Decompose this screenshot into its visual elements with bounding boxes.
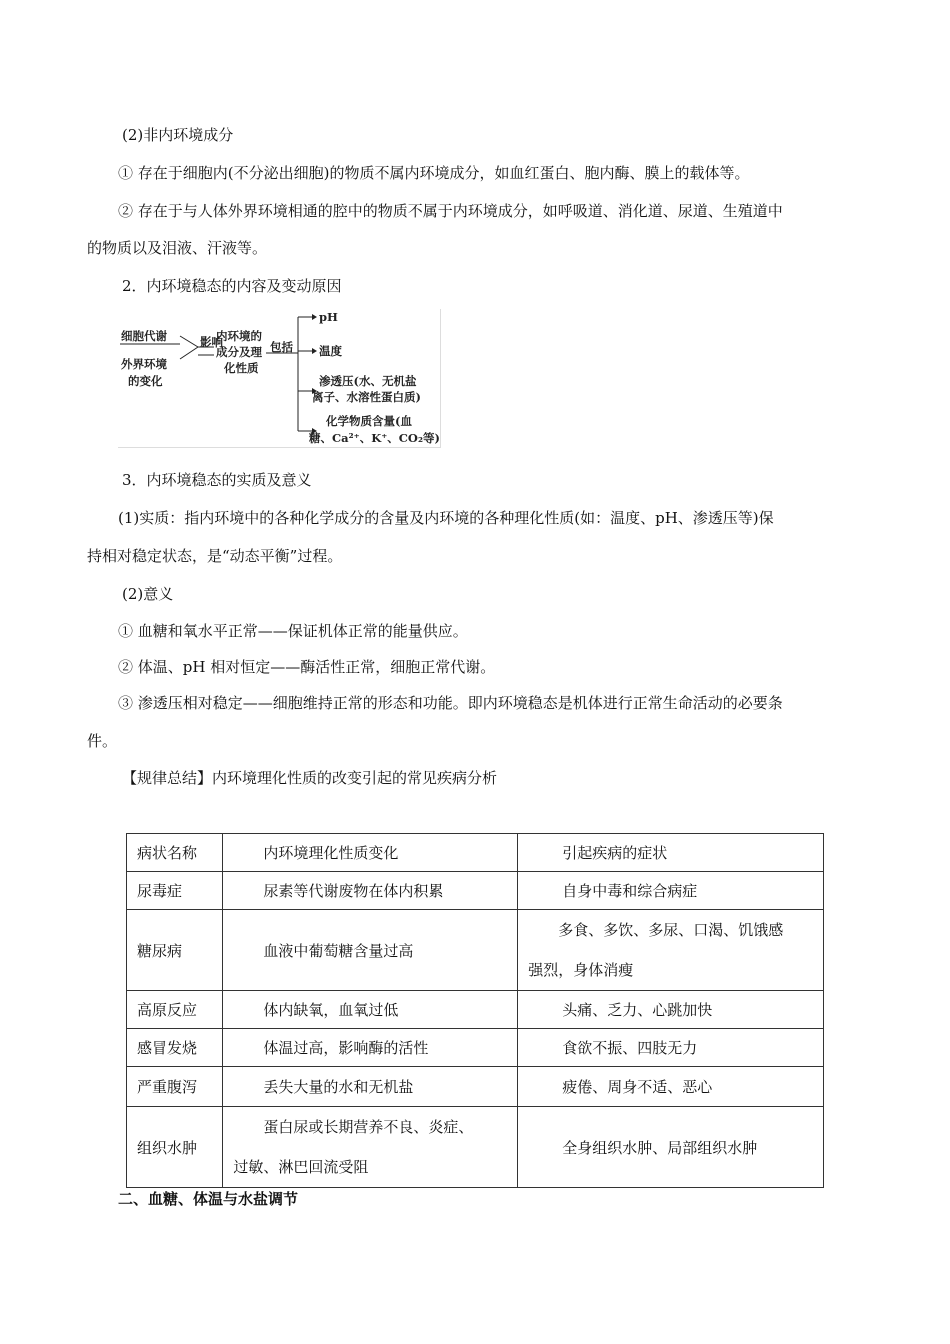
summary-heading: 【规律总结】内环境理化性质的改变引起的常见疾病分析 <box>122 769 498 787</box>
table-cell: 高原反应 <box>127 991 223 1029</box>
item-chemical-2: 糖、Ca²⁺、K⁺、CO₂等) <box>309 431 440 445</box>
text-line: (1)实质：指内环境中的各种化学成分的含量及内环境的各种理化性质(如：温度、pH、渗透压等)保 <box>118 509 774 527</box>
text-line: 持相对稳定状态，是“动态平衡”过程。 <box>87 547 343 565</box>
item-ph: pH <box>319 310 338 324</box>
table-row <box>127 910 824 991</box>
branch-line <box>180 336 198 347</box>
section-heading: 2．内环境稳态的内容及变动原因 <box>122 277 342 295</box>
center-label: 成分及理 <box>216 345 262 359</box>
center-label: 化性质 <box>224 361 259 375</box>
table-row <box>127 1067 824 1107</box>
affect-label: 影响 <box>200 335 223 349</box>
table-cell: 糖尿病 <box>127 910 223 991</box>
table-cell: 血液中葡萄糖含量过高 <box>223 910 518 991</box>
arrow-icon <box>312 348 317 354</box>
table-row <box>127 1107 824 1188</box>
table-cell: 丢失大量的水和无机盐 <box>223 1067 518 1107</box>
table-cell: 食欲不振、四肢无力 <box>518 1029 824 1067</box>
table-cell-line: 过敏、淋巴回流受阻 <box>233 1158 369 1176</box>
table-cell-line: 多食、多饮、多尿、口渴、饥饿感 <box>558 921 784 939</box>
center-label: 内环境的 <box>216 329 262 343</box>
table-header-cell: 引起疾病的症状 <box>518 834 824 872</box>
diagram-svg <box>118 309 440 447</box>
text-line: (2)意义 <box>122 585 174 603</box>
table-cell <box>223 1107 518 1188</box>
table-header-cell: 内环境理化性质变化 <box>223 834 518 872</box>
text-line: ① 存在于细胞内(不分泌出细胞)的物质不属内环境成分，如血红蛋白、胞内酶、膜上的载体等。 <box>118 164 750 182</box>
table-cell: 疲倦、周身不适、恶心 <box>518 1067 824 1107</box>
text-line: ① 血糖和氧水平正常——保证机体正常的能量供应。 <box>118 622 468 640</box>
item-osmotic: 渗透压(水、无机盐 <box>319 374 417 388</box>
text-line: ② 体温、pH 相对恒定——酶活性正常，细胞正常代谢。 <box>118 658 496 676</box>
cause-external: 外界环境 <box>121 357 167 371</box>
table-cell: 全身组织水肿、局部组织水肿 <box>518 1107 824 1188</box>
table-row <box>127 991 824 1029</box>
item-chemical: 化学物质含量(血 <box>326 414 412 428</box>
table-row <box>127 1029 824 1067</box>
table-header-row <box>127 834 824 872</box>
arrow-icon <box>312 314 317 320</box>
table-cell-line: 强烈，身体消瘦 <box>528 961 634 979</box>
section-heading: 3．内环境稳态的实质及意义 <box>122 471 312 489</box>
text-line: ③ 渗透压相对稳定——细胞维持正常的形态和功能。即内环境稳态是机体进行正常生命活动的必要条 <box>118 694 783 712</box>
table-cell-line: 蛋白尿或长期营养不良、炎症、 <box>263 1118 474 1136</box>
table-row <box>127 872 824 910</box>
table-cell: 尿素等代谢废物在体内积累 <box>223 872 518 910</box>
item-temperature: 温度 <box>319 344 342 358</box>
item-osmotic-2: 离子、水溶性蛋白质) <box>312 390 421 404</box>
text-line: ② 存在于与人体外界环境相通的腔中的物质不属于内环境成分，如呼吸道、消化道、尿道、生殖道中 <box>118 202 783 220</box>
table-cell: 尿毒症 <box>127 872 223 910</box>
section-heading: 二、血糖、体温与水盐调节 <box>118 1190 299 1208</box>
disease-table <box>126 833 824 1188</box>
table-cell: 感冒发烧 <box>127 1029 223 1067</box>
table-cell: 自身中毒和综合病症 <box>518 872 824 910</box>
include-label: 包括 <box>270 340 293 354</box>
text-line: 件。 <box>87 732 118 750</box>
table-cell: 组织水肿 <box>127 1107 223 1188</box>
branch-line <box>180 347 198 359</box>
table-cell: 头痛、乏力、心跳加快 <box>518 991 824 1029</box>
table-cell <box>518 910 824 991</box>
text-line: (2)非内环境成分 <box>122 126 234 144</box>
cause-external-2: 的变化 <box>128 374 163 388</box>
homeostasis-diagram <box>118 309 441 448</box>
table-header-cell: 病状名称 <box>127 834 223 872</box>
text-line: 的物质以及泪液、汗液等。 <box>87 239 268 257</box>
table-cell: 体内缺氧，血氧过低 <box>223 991 518 1029</box>
table-cell: 体温过高，影响酶的活性 <box>223 1029 518 1067</box>
cause-cell-metabolism: 细胞代谢 <box>121 329 167 343</box>
table-cell: 严重腹泻 <box>127 1067 223 1107</box>
